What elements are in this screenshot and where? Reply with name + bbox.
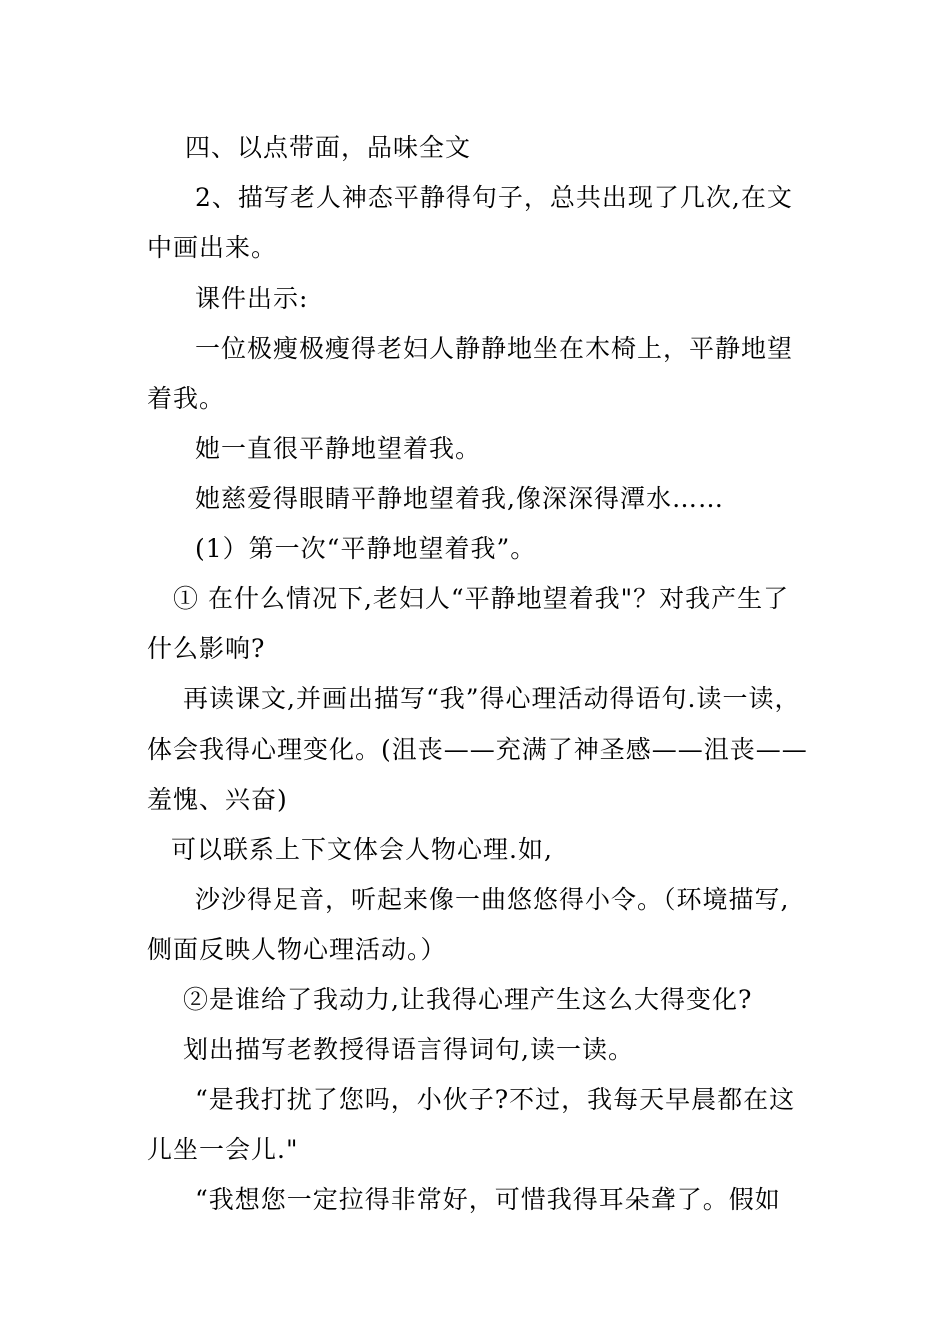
question-line: ① 在什么情况下,老妇人“平静地望着我"？对我产生了: [173, 584, 790, 613]
quote-line: 儿坐一会儿.": [147, 1135, 299, 1164]
paragraph-line: 中画出来。: [147, 233, 278, 262]
quote-line: “是我打扰了您吗，小伙子?不过，我每天早晨都在这: [195, 1085, 796, 1114]
paragraph-line: 侧面反映人物心理活动。）: [147, 935, 447, 964]
quote-line: “我想您一定拉得非常好，可惜我得耳朵聋了。假如: [195, 1185, 781, 1214]
paragraph-line: 划出描写老教授得语言得词句,读一读。: [183, 1035, 634, 1064]
paragraph-line: 体会我得心理变化。(沮丧——充满了神圣感——沮丧——: [147, 735, 808, 764]
paragraph-line: 再读课文,并画出描写“我”得心理活动得语句.读一读，: [183, 684, 801, 713]
quote-line: 她一直很平静地望着我。: [195, 434, 482, 463]
question-line: 什么影响?: [147, 634, 266, 663]
paragraph-line: 羞愧、兴奋): [147, 785, 288, 814]
paragraph-line: 沙沙得足音，听起来像一曲悠悠得小令。（环境描写,: [195, 885, 790, 914]
quote-line: 一位极瘦极瘦得老妇人静静地坐在木椅上，平静地望: [195, 334, 794, 363]
paragraph-line: 2、描写老人神态平静得句子，总共出现了几次,在文: [195, 183, 793, 212]
paragraph-line: 可以联系上下文体会人物心理.如,: [171, 835, 553, 864]
paragraph-line: 课件出示:: [195, 284, 309, 313]
quote-line: 着我。: [147, 384, 226, 413]
section-heading: 四、以点带面，品味全文: [185, 133, 472, 162]
question-line: ②是谁给了我动力,让我得心理产生这么大得变化?: [183, 985, 753, 1014]
subheading-line: (1）第一次“平静地望着我”。: [195, 534, 537, 563]
quote-line: 她慈爱得眼睛平静地望着我,像深深得潭水……: [195, 484, 724, 513]
